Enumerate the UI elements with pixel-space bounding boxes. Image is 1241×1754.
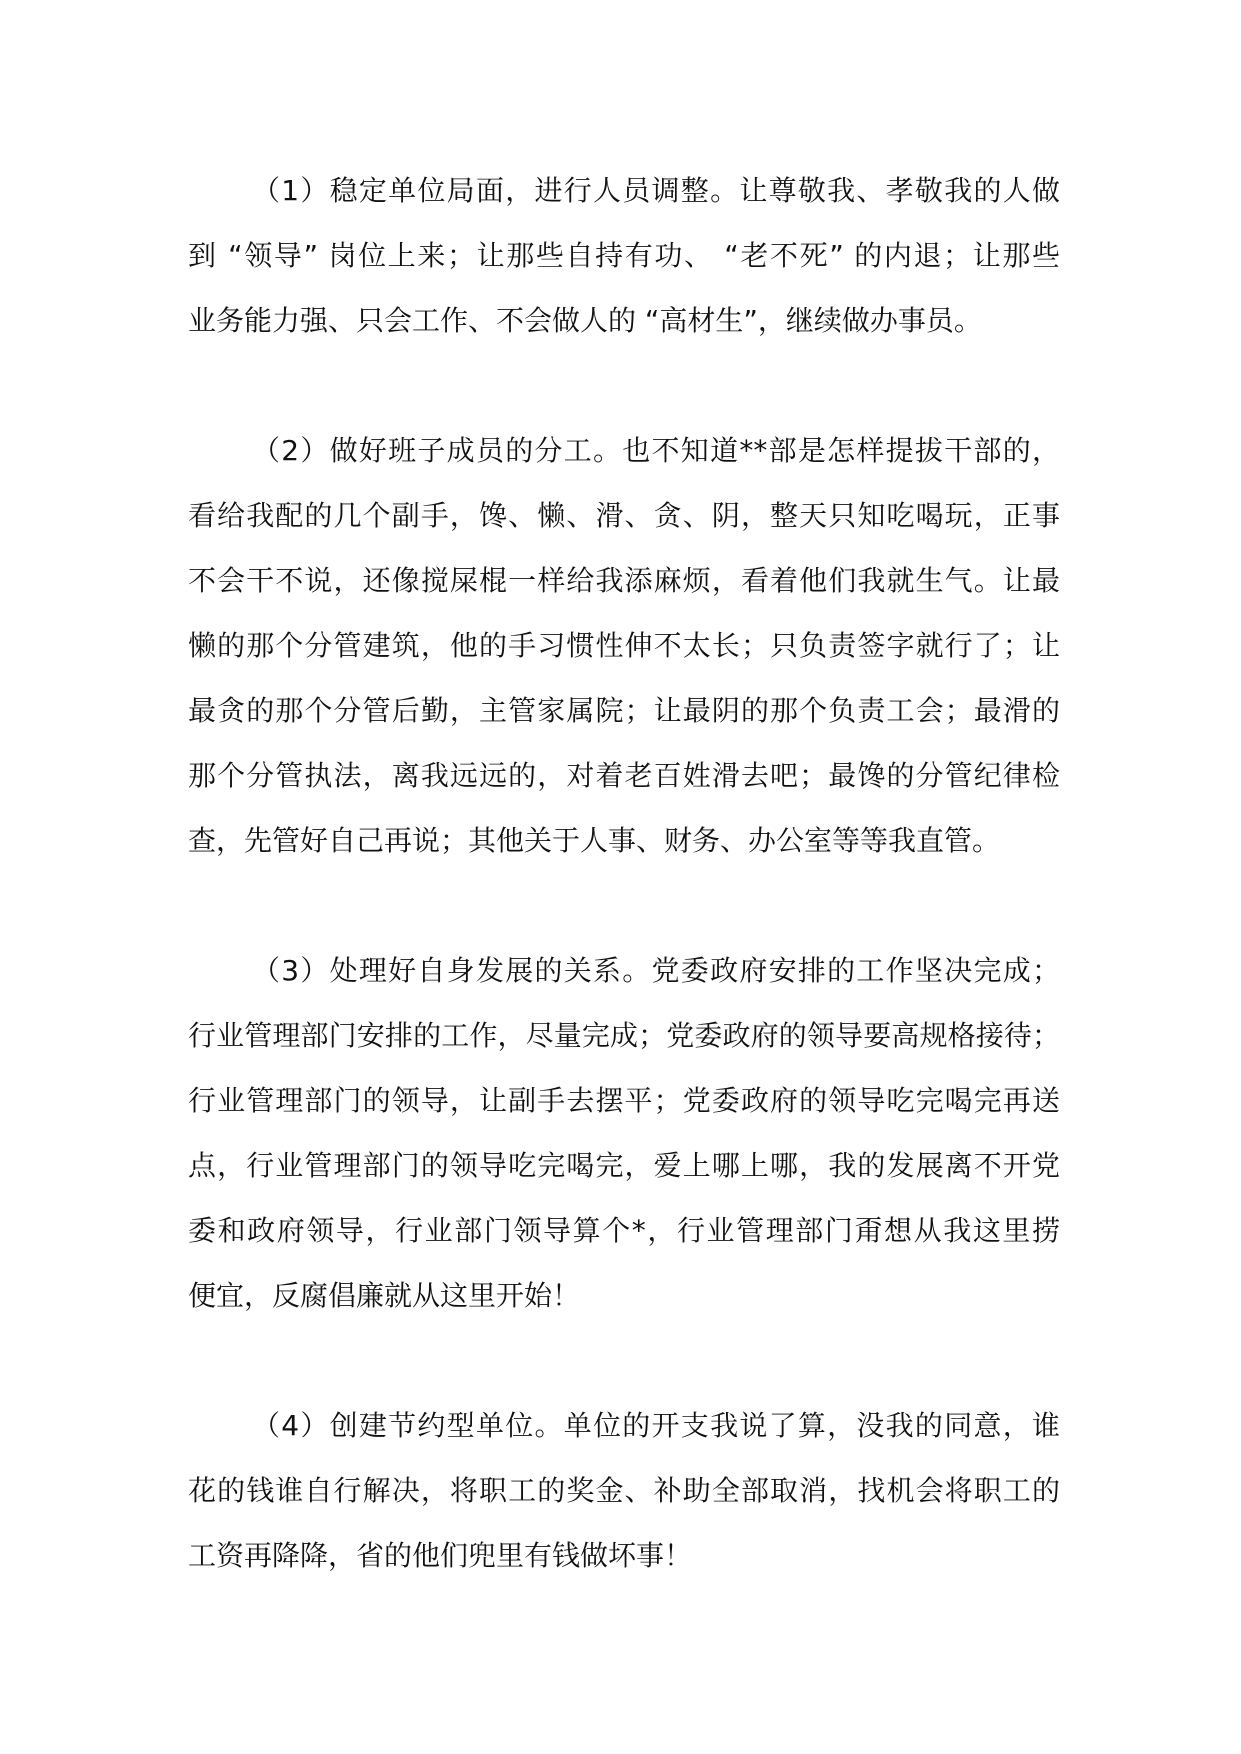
paragraph-line: 业务能力强、只会工作、不会做人的 “高材生”，继续做办事员。 bbox=[188, 304, 982, 337]
paragraph-line: 懒的那个分管建筑，他的手习惯性伸不太长；只负责签字就行了；让 bbox=[188, 629, 1060, 662]
paragraph-line: 看给我配的几个副手，馋、懒、滑、贪、阴，整天只知吃喝玩，正事 bbox=[188, 499, 1060, 532]
paragraph-1 bbox=[188, 158, 1060, 353]
paragraph-3 bbox=[188, 938, 1060, 1328]
paragraph-line: 便宜，反腐倡廉就从这里开始！ bbox=[188, 1279, 581, 1312]
paragraph-line: 委和政府领导，行业部门领导算个*，行业管理部门甭想从我这里捞 bbox=[188, 1214, 1060, 1247]
paragraph-spacer bbox=[188, 353, 1060, 418]
paragraph-2 bbox=[188, 418, 1060, 873]
document-body bbox=[188, 158, 1060, 1588]
paragraph-line: （3）处理好自身发展的关系。党委政府安排的工作坚决完成； bbox=[252, 954, 1060, 987]
paragraph-line: 工资再降降，省的他们兜里有钱做坏事！ bbox=[188, 1539, 693, 1572]
paragraph-line: （2）做好班子成员的分工。也不知道**部是怎样提拔干部的， bbox=[252, 434, 1060, 467]
paragraph-line: 行业管理部门的领导，让副手去摆平；党委政府的领导吃完喝完再送 bbox=[188, 1084, 1060, 1117]
paragraph-line: 那个分管执法，离我远远的，对着老百姓滑去吧；最馋的分管纪律检 bbox=[188, 759, 1060, 792]
paragraph-line: 最贪的那个分管后勤，主管家属院；让最阴的那个负责工会；最滑的 bbox=[188, 694, 1060, 727]
paragraph-line: （1）稳定单位局面，进行人员调整。让尊敬我、孝敬我的人做 bbox=[252, 174, 1060, 207]
paragraph-line: 查，先管好自己再说；其他关于人事、财务、办公室等等我直管。 bbox=[188, 824, 1001, 857]
paragraph-spacer bbox=[188, 1328, 1060, 1393]
paragraph-line: 到 “领导” 岗位上来；让那些自持有功、 “老不死” 的内退；让那些 bbox=[188, 239, 1060, 272]
paragraph-line: （4）创建节约型单位。单位的开支我说了算，没我的同意，谁 bbox=[252, 1409, 1060, 1442]
paragraph-spacer bbox=[188, 873, 1060, 938]
paragraph-4 bbox=[188, 1393, 1060, 1588]
paragraph-line: 花的钱谁自行解决，将职工的奖金、补助全部取消，找机会将职工的 bbox=[188, 1474, 1060, 1507]
paragraph-line: 点，行业管理部门的领导吃完喝完，爱上哪上哪，我的发展离不开党 bbox=[188, 1149, 1060, 1182]
paragraph-line: 不会干不说，还像搅屎棍一样给我添麻烦，看着他们我就生气。让最 bbox=[188, 564, 1060, 597]
paragraph-line: 行业管理部门安排的工作，尽量完成；党委政府的领导要高规格接待； bbox=[188, 1019, 1060, 1052]
